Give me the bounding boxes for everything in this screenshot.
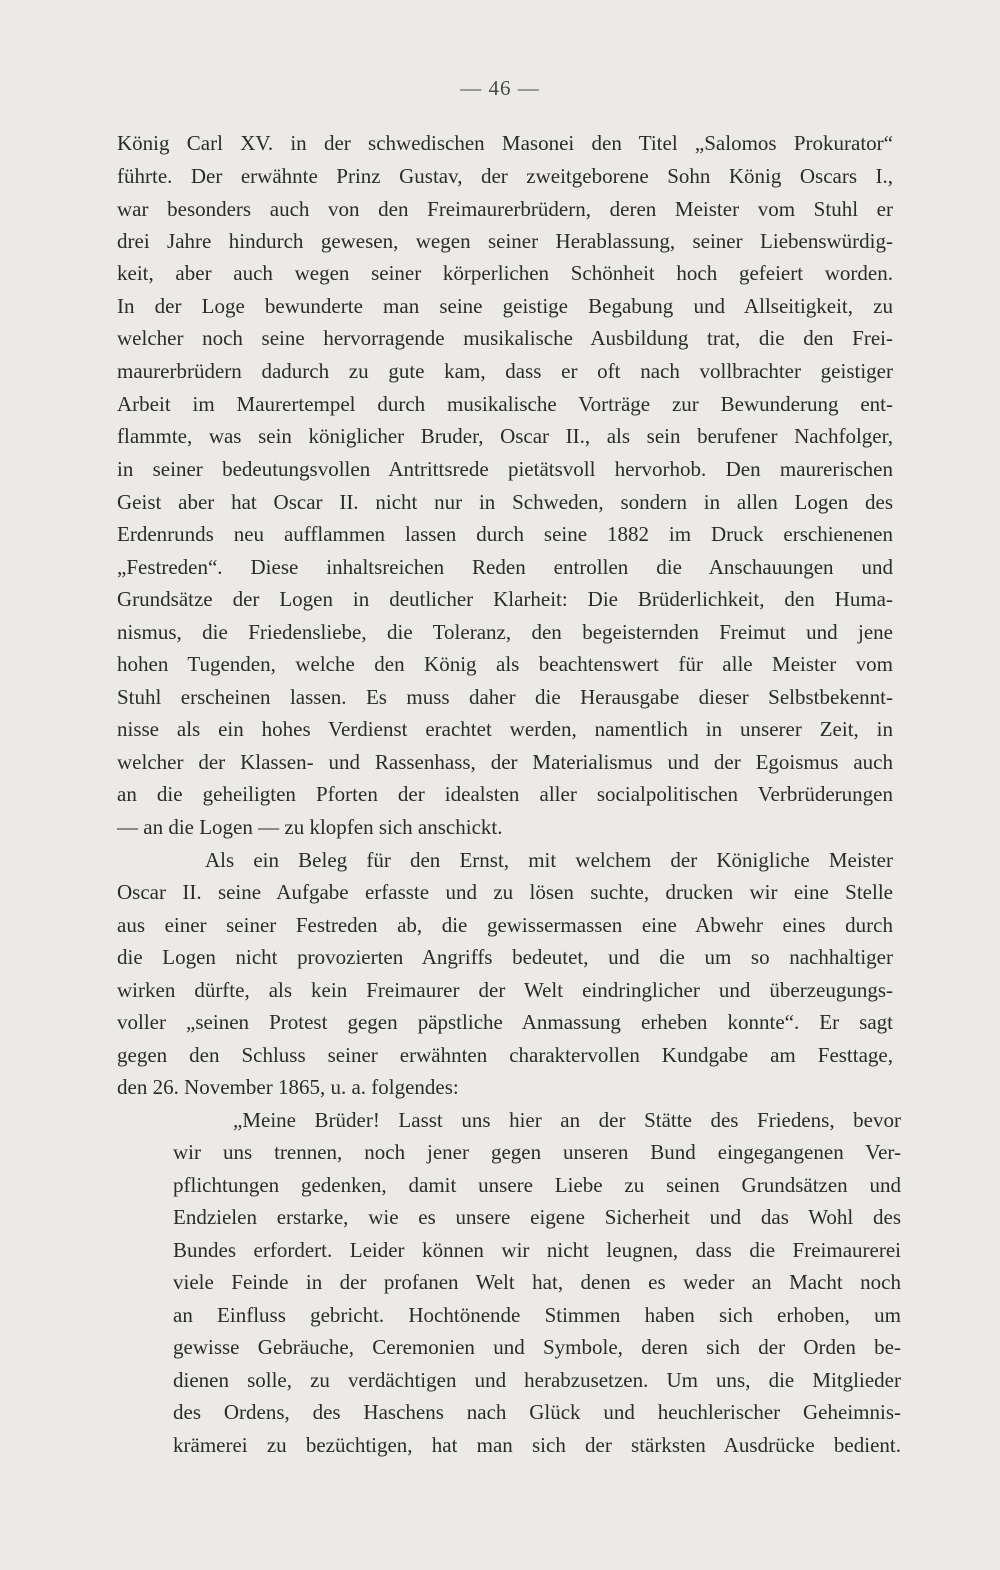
text-line: hohen Tugenden, welche den König als beachtenswert für alle Meister vom	[117, 652, 893, 676]
text-line: in seiner bedeutungsvollen Antrittsrede pietätsvoll hervorhob. Den maurerischen	[117, 457, 893, 481]
text-line: nisse als ein hohes Verdienst erachtet werden, namentlich in unserer Zeit, in	[117, 717, 893, 741]
text-line: welcher der Klassen- und Rassenhass, der Materialismus und der Egoismus auch	[117, 750, 893, 774]
text-line: an die geheiligten Pforten der idealsten aller socialpolitischen Verbrüderungen	[117, 782, 893, 806]
text-line: keit, aber auch wegen seiner körperlichen Schönheit hoch gefeiert worden.	[117, 261, 893, 285]
quote-line: viele Feinde in der profanen Welt hat, denen es weder an Macht noch	[173, 1270, 901, 1294]
text-line: Stuhl erscheinen lassen. Es muss daher die Herausgabe dieser Selbstbekennt-	[117, 685, 893, 709]
quote-line: gewisse Gebräuche, Ceremonien und Symbole, deren sich der Orden be-	[173, 1335, 901, 1359]
text-line: nismus, die Friedensliebe, die Toleranz, den begeisternden Freimut und jene	[117, 620, 893, 644]
page-number: — 46 —	[460, 76, 540, 100]
text-line: wirken dürfte, als kein Freimaurer der Welt eindringlicher und überzeugungs-	[117, 978, 893, 1002]
text-line: gegen den Schluss seiner erwähnten charaktervollen Kundgabe am Festtage,	[117, 1043, 893, 1067]
text-line: die Logen nicht provozierten Angriffs bedeutet, und die um so nachhaltiger	[117, 945, 893, 969]
text-line: „Festreden“. Diese inhaltsreichen Reden entrollen die Anschauungen und	[117, 555, 893, 579]
text-line: voller „seinen Protest gegen päpstliche Anmassung erheben konnte“. Er sagt	[117, 1010, 893, 1034]
text-line: In der Loge bewunderte man seine geistige Begabung und Allseitigkeit, zu	[117, 294, 893, 318]
quote-line: wir uns trennen, noch jener gegen unseren Bund eingegangenen Ver-	[173, 1140, 901, 1164]
text-line: — an die Logen — zu klopfen sich anschickt.	[117, 815, 503, 839]
quote-line: des Ordens, des Haschens nach Glück und heuchlerischer Geheimnis-	[173, 1400, 901, 1424]
text-line: Grundsätze der Logen in deutlicher Klarheit: Die Brüderlichkeit, den Huma-	[117, 587, 893, 611]
text-line: drei Jahre hindurch gewesen, wegen seiner Herablassung, seiner Liebenswürdig-	[117, 229, 893, 253]
text-line: aus einer seiner Festreden ab, die gewissermassen eine Abwehr eines durch	[117, 913, 893, 937]
quote-line: an Einfluss gebricht. Hochtönende Stimmen haben sich erhoben, um	[173, 1303, 901, 1327]
quote-line: Bundes erfordert. Leider können wir nicht leugnen, dass die Freimaurerei	[173, 1238, 901, 1262]
text-line: Als ein Beleg für den Ernst, mit welchem der Königliche Meister	[205, 848, 893, 872]
text-line: flammte, was sein königlicher Bruder, Oscar II., als sein berufener Nachfolger,	[117, 424, 893, 448]
text-line: Oscar II. seine Aufgabe erfasste und zu lösen suchte, drucken wir eine Stelle	[117, 880, 893, 904]
quote-line: dienen solle, zu verdächtigen und herabzusetzen. Um uns, die Mitglieder	[173, 1368, 901, 1392]
quote-line: Endzielen erstarke, wie es unsere eigene Sicherheit und das Wohl des	[173, 1205, 901, 1229]
text-line: Geist aber hat Oscar II. nicht nur in Schweden, sondern in allen Logen des	[117, 490, 893, 514]
text-line: Arbeit im Maurertempel durch musikalische Vorträge zur Bewunderung ent-	[117, 392, 893, 416]
text-line: den 26. November 1865, u. a. folgendes:	[117, 1075, 459, 1099]
quote-line: „Meine Brüder! Lasst uns hier an der Stätte des Friedens, bevor	[233, 1108, 901, 1132]
text-line: Erdenrunds neu aufflammen lassen durch seine 1882 im Druck erschienenen	[117, 522, 893, 546]
text-line: führte. Der erwähnte Prinz Gustav, der zweitgeborene Sohn König Oscars I.,	[117, 164, 893, 188]
text-line: welcher noch seine hervorragende musikalische Ausbildung trat, die den Frei-	[117, 326, 893, 350]
quote-line: pflichtungen gedenken, damit unsere Liebe zu seinen Grundsätzen und	[173, 1173, 901, 1197]
quote-line: krämerei zu bezüchtigen, hat man sich der stärksten Ausdrücke bedient.	[173, 1433, 901, 1457]
text-line: König Carl XV. in der schwedischen Masonei den Titel „Salomos Prokurator“	[117, 131, 893, 155]
text-line: war besonders auch von den Freimaurerbrüdern, deren Meister vom Stuhl er	[117, 197, 893, 221]
text-line: maurerbrüdern dadurch zu gute kam, dass er oft nach vollbrachter geistiger	[117, 359, 893, 383]
